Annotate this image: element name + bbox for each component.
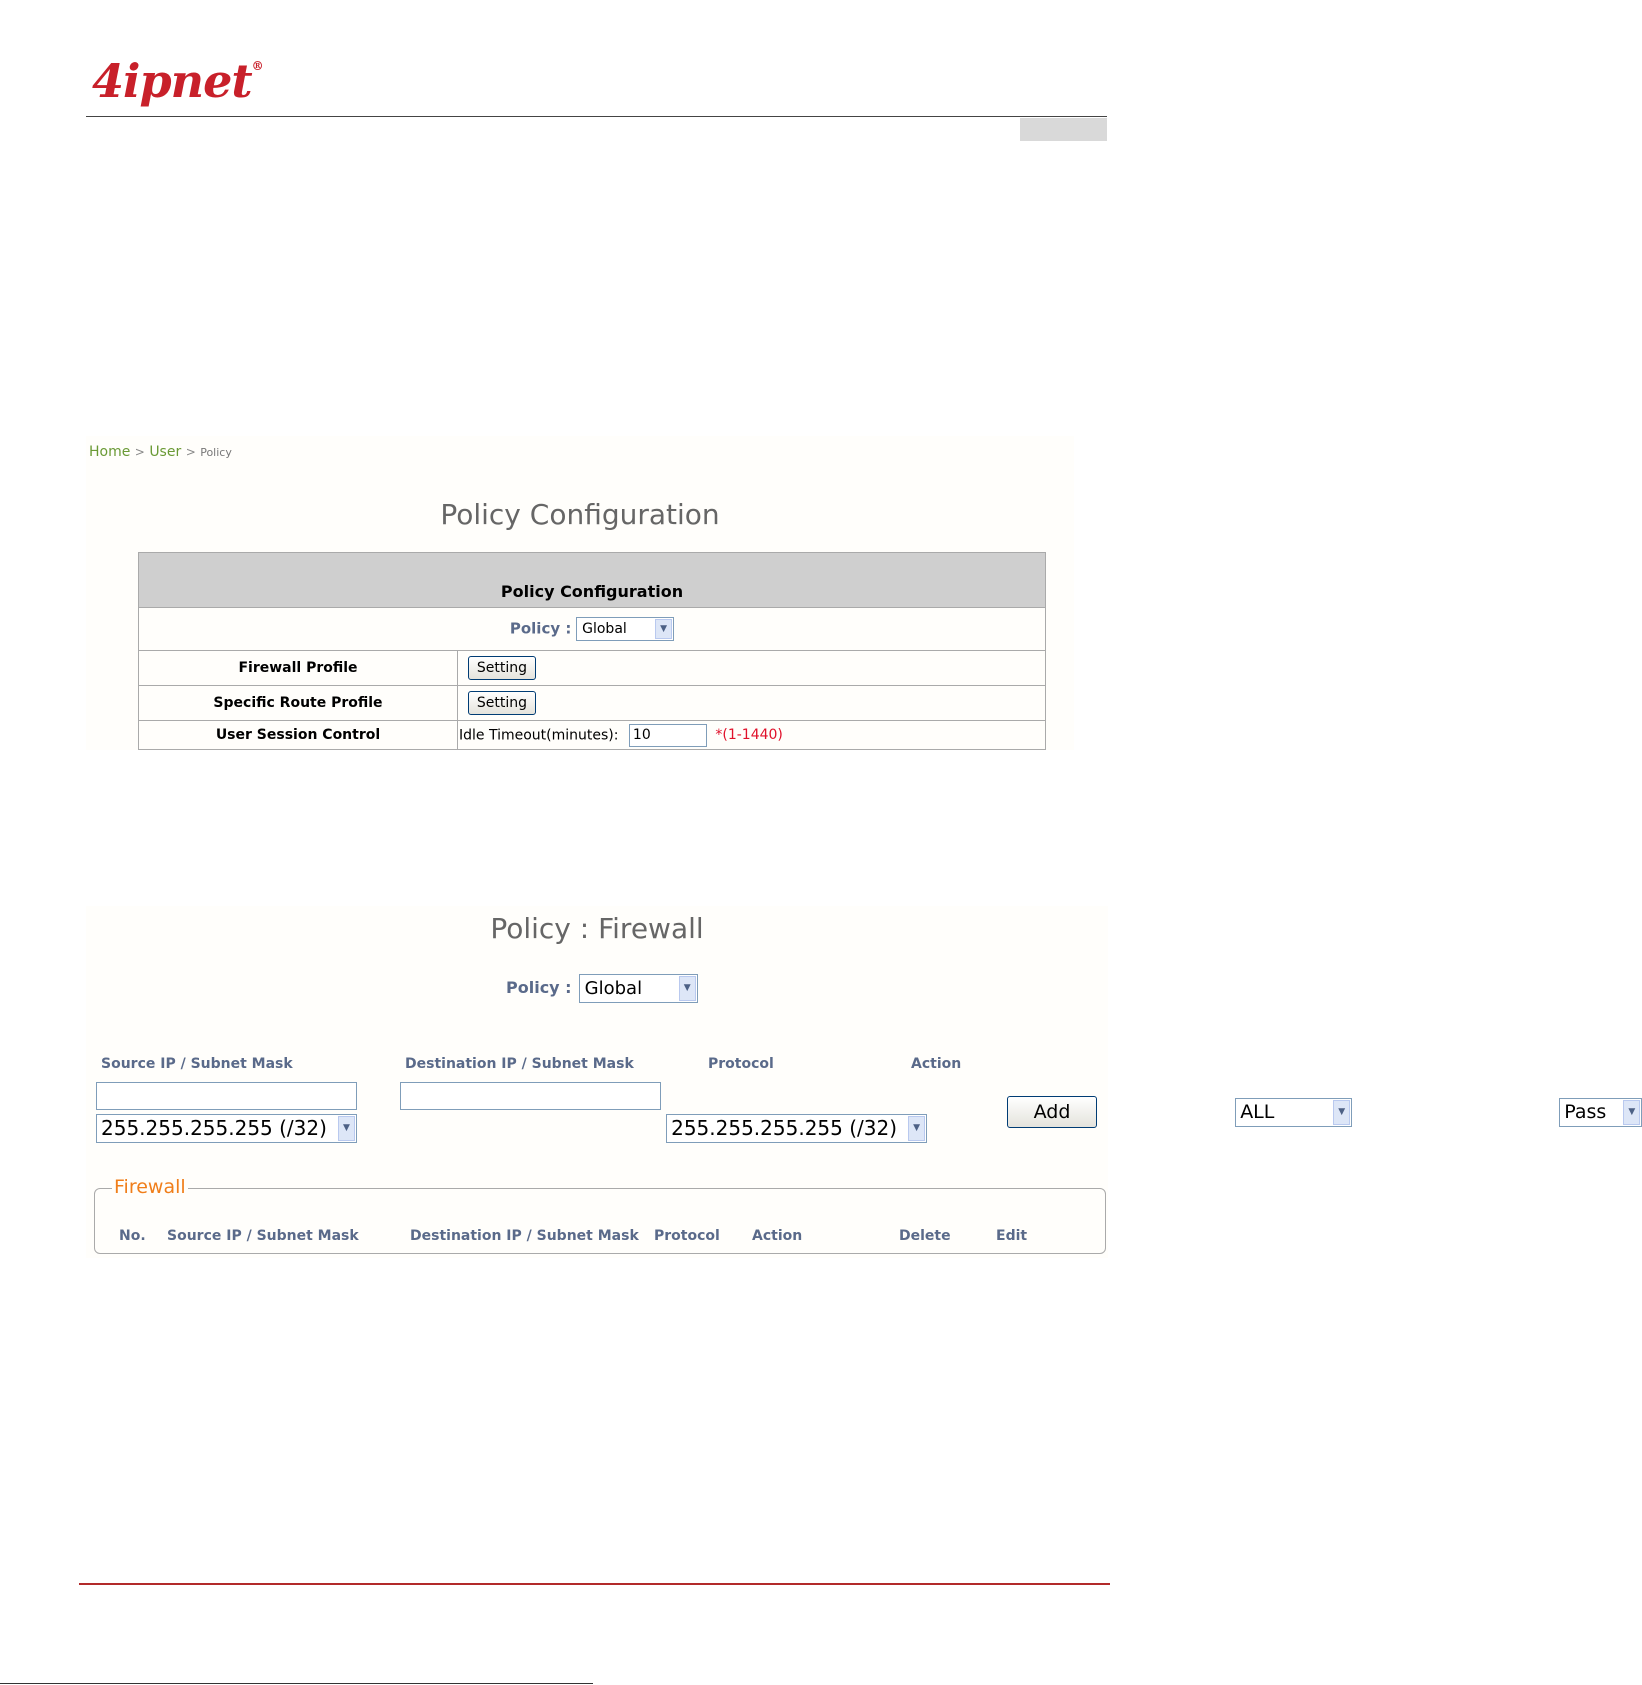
source-ip-input[interactable]	[96, 1082, 357, 1110]
idle-timeout-input[interactable]: 10	[629, 724, 707, 747]
chevron-down-icon: ▼	[679, 976, 696, 1001]
policy-select[interactable]: Global ▼	[576, 617, 674, 641]
destination-subnet-mask-select[interactable]: 255.255.255.255 (/32) ▼	[666, 1114, 927, 1143]
specific-route-setting-button[interactable]: Setting	[468, 691, 536, 715]
idle-timeout-label: Idle Timeout(minutes):	[459, 727, 619, 743]
chevron-down-icon: ▼	[1333, 1100, 1350, 1125]
specific-route-profile-label: Specific Route Profile	[139, 686, 458, 721]
col-protocol: Protocol	[654, 1228, 720, 1244]
col-delete: Delete	[899, 1228, 951, 1244]
user-session-control-label: User Session Control	[139, 721, 458, 750]
chevron-down-icon: ▼	[338, 1116, 355, 1141]
page-title: Policy : Firewall	[490, 912, 704, 945]
table-row	[139, 686, 1046, 721]
header-divider	[86, 116, 1107, 117]
breadcrumb-user-link[interactable]: User	[149, 444, 182, 460]
table-title: Policy Configuration	[139, 553, 1046, 608]
col-action: Action	[752, 1228, 803, 1244]
policy-select[interactable]: Global ▼	[579, 974, 698, 1003]
policy-select-row	[139, 608, 1046, 651]
chevron-down-icon: ▼	[655, 619, 672, 639]
footnote-divider	[0, 1683, 593, 1684]
policy-label: Policy :	[509, 619, 572, 638]
action-select[interactable]: Pass ▼	[1559, 1098, 1642, 1127]
table-row	[139, 651, 1046, 686]
chevron-down-icon: ▼	[1623, 1100, 1640, 1125]
col-destination: Destination IP / Subnet Mask	[410, 1228, 639, 1244]
breadcrumb-current: Policy	[200, 446, 232, 459]
policy-select-group	[506, 974, 698, 1003]
policy-firewall-screenshot	[86, 906, 1636, 1258]
policy-configuration-table	[138, 552, 1046, 750]
firewall-rules-list	[94, 1188, 1106, 1254]
policy-label: Policy :	[506, 978, 572, 997]
firewall-profile-setting-button[interactable]: Setting	[468, 656, 536, 680]
destination-ip-input[interactable]	[400, 1082, 661, 1110]
page-title: Policy Configuration	[440, 498, 720, 531]
add-rule-button[interactable]: Add	[1007, 1096, 1097, 1128]
chevron-down-icon: ▼	[908, 1116, 925, 1141]
destination-ip-column-label: Destination IP / Subnet Mask	[405, 1056, 634, 1072]
table-row	[139, 721, 1046, 750]
breadcrumb: Home > User > Policy	[89, 444, 232, 460]
protocol-select[interactable]: ALL ▼	[1235, 1098, 1352, 1127]
source-subnet-mask-select[interactable]: 255.255.255.255 (/32) ▼	[96, 1114, 357, 1143]
firewall-profile-label: Firewall Profile	[139, 651, 458, 686]
breadcrumb-home-link[interactable]: Home	[89, 444, 131, 460]
header-page-tab	[1020, 118, 1107, 141]
col-no: No.	[119, 1228, 146, 1244]
col-source: Source IP / Subnet Mask	[167, 1228, 359, 1244]
firewall-legend: Firewall	[114, 1176, 186, 1198]
action-column-label: Action	[911, 1056, 962, 1072]
policy-configuration-screenshot	[86, 436, 1074, 750]
col-edit: Edit	[996, 1228, 1028, 1244]
brand-logo: 4ipnet®	[92, 54, 263, 108]
idle-timeout-range: *(1-1440)	[715, 727, 783, 743]
source-ip-column-label: Source IP / Subnet Mask	[101, 1056, 293, 1072]
footer-divider	[79, 1583, 1110, 1585]
protocol-column-label: Protocol	[708, 1056, 774, 1072]
